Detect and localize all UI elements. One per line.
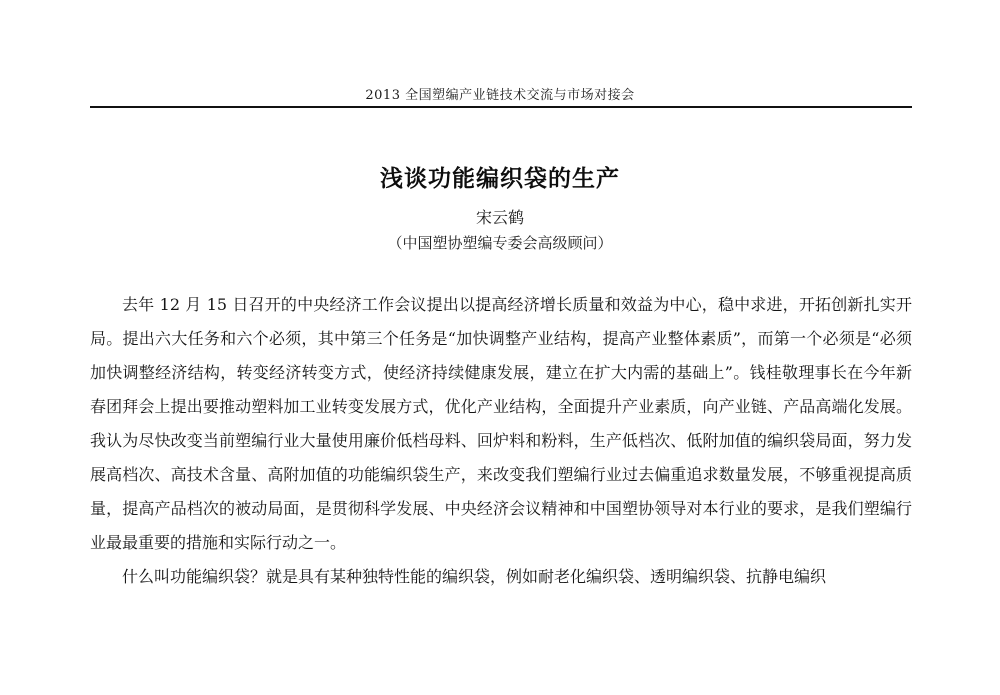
body-paragraph: 去年 12 月 15 日召开的中央经济工作会议提出以提高经济增长质量和效益为中心，稳中求进，开拓创新扎实开局。提出六大任务和六个必须，其中第三个任务是“加快调整产业结构，提高产业整体素质”，而第一个必须是“必须加快调整经济结构，转变经济转变方式，使经济持续健康发展，建立在扩大内需的基础上”。钱桂敬理事长在今年新春团拜会上提出要推动塑料加工业转变发展方式，优化产业结构，全面提升产业素质，向产业链、产品高端化发展。我认为尽快改变当前塑编行业大量使用廉价低档母料、回炉料和粉料，生产低档次、低附加值的编织袋局面，努力发展高档次、高技术含量、高附加值的功能编织袋生产，来改变我们塑编行业过去偏重追求数量发展，不够重视提高质量，提高产品档次的被动局面，是贯彻科学发展、中央经济会议精神和中国塑协领导对本行业的要求，是我们塑编行业最最重要的措施和实际行动之一。 [90,295,912,552]
article-author: 宋云鹤 [475,208,524,227]
author-affiliation: （中国塑协塑编专委会高级顾问） [387,234,613,252]
body-paragraph: 什么叫功能编织袋？就是具有某种独特性能的编织袋，例如耐老化编织袋、透明编织袋、抗静电编织 [122,567,827,586]
article-body [90,288,912,594]
header-rule [90,106,912,108]
article-title: 浅谈功能编织袋的生产 [380,165,620,192]
running-header: 2013 全国塑编产业链技术交流与市场对接会 [365,88,635,103]
